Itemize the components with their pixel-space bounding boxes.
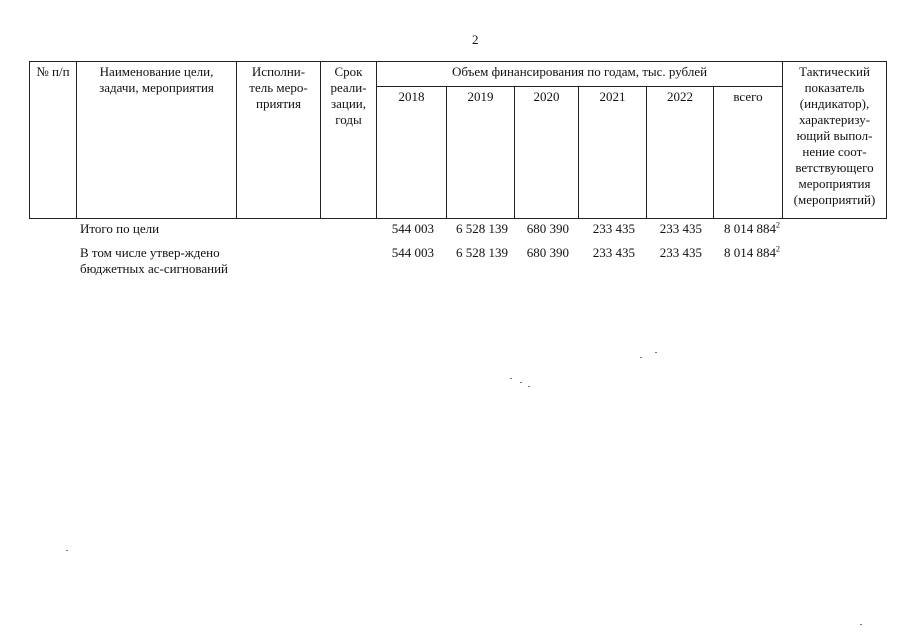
header-term: Срок реали-зации, годы	[321, 62, 377, 219]
footnote-mark: 2	[776, 244, 780, 254]
header-funding-group: Объем финансирования по годам, тыс. рублей	[377, 62, 783, 87]
value-2021: 233 435	[592, 245, 635, 260]
row-label: Итого по цели	[80, 221, 160, 236]
scan-speck	[528, 386, 530, 387]
value-2020: 680 390	[526, 245, 569, 260]
scan-speck	[640, 357, 642, 358]
scan-speck	[66, 550, 68, 551]
footnote-mark: 2	[776, 220, 780, 230]
header-total: всего	[714, 87, 783, 219]
value-2018: 544 003	[391, 221, 434, 236]
value-total: 8 014 $884^2$	[724, 220, 780, 236]
value-2020: 680 390	[526, 221, 569, 236]
page-number: 2	[472, 32, 479, 47]
header-executor: Исполни-тель меро-приятия	[237, 62, 321, 219]
scan-speck	[520, 382, 522, 383]
header-year-2021: 2021	[579, 87, 647, 219]
header-year-2020: 2020	[515, 87, 579, 219]
scan-speck	[860, 624, 862, 625]
value-2021: 233 435	[592, 221, 635, 236]
scan-speck	[510, 378, 512, 379]
value-2022: 233 435	[659, 221, 702, 236]
value-2022: 233 435	[659, 245, 702, 260]
header-num: № п/п	[30, 62, 77, 219]
header-year-2018: 2018	[377, 87, 447, 219]
value-2019: 6 528 139	[456, 221, 508, 236]
header-indicator: Тактический показатель (индикатор), характеризу-ющий выпол-нение соот-ветствующего мероприятия (мероприятий)	[783, 62, 887, 219]
value-total: 8 014 $884^2$	[724, 244, 780, 260]
row-label: В том числе утвер-ждено бюджетных ас-сигнований	[80, 245, 228, 276]
header-year-2019: 2019	[447, 87, 515, 219]
value-2019: 6 528 139	[456, 245, 508, 260]
value-2018: 544 003	[391, 245, 434, 260]
header-year-2022: 2022	[647, 87, 714, 219]
header-name: Наименование цели, задачи, мероприятия	[77, 62, 237, 219]
scan-speck	[655, 352, 657, 353]
funding-table-header	[29, 61, 887, 219]
